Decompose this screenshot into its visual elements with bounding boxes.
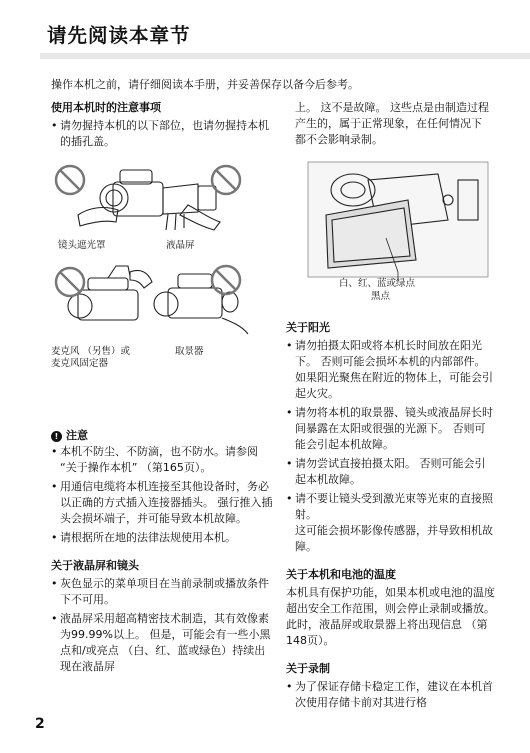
usage-section — [51, 100, 273, 153]
lcd-continuation-text: 上。 这不是故障。 这些点是由制造过程产生的，属于正常现象，在任何情况下都不会影响录制。 — [295, 101, 489, 146]
sun-bullet: • 请勿尝试直接拍摄太阳。 否则可能会引起本机故障。 — [286, 456, 496, 488]
caption-lcd: 液晶屏 — [166, 240, 195, 251]
caption-viewfinder: 取景器 — [175, 346, 204, 357]
page-title: 请先阅读本章节 — [47, 24, 191, 47]
note-bullet: • 本机不防尘、不防滴，也不防水。请参阅 “关于操作本机” （第165页）。 — [51, 444, 273, 476]
temp-text: 本机具有保护功能，如果本机或电池的温度超出安全工作范围，则会停止录制或播放。 此时，液晶屏或取景器上将出现信息 （第148页）。 — [286, 586, 495, 647]
lcd-bullet: • 液晶屏采用超高精密技术制造，其有效像素为99.99%以上。 但是，可能会有一些小黑点和/或亮点 （白、红、蓝或绿色）持续出现在液晶屏 — [51, 611, 273, 675]
temp-heading: 关于本机和电池的温度 — [286, 568, 396, 581]
sun-bullet: • 请勿拍摄太阳或将本机长时间放在阳光下。 否则可能会损坏本机的内部部件。 如果阳光聚焦在附近的物体上，可能会引起火灾。 — [286, 338, 496, 402]
sun-bullet: • 请不要让镜头受到激光束等光束的直接照射。 — [286, 491, 496, 523]
page-number: 2 — [35, 716, 45, 732]
sun-heading: 关于阳光 — [286, 321, 330, 334]
note-heading-row — [51, 428, 273, 444]
camcorder-grip-illustration-top — [48, 160, 258, 240]
usage-bullet: • 请勿握持本机的以下部位，也请勿握持本机的插孔盖。 — [51, 118, 273, 150]
dot-label-colored: 白、红、蓝或绿点 — [339, 278, 416, 289]
dot-label-black: 黑点 — [371, 291, 391, 302]
lcd-continuation — [295, 100, 491, 148]
note-bullet: • 用通信电缆将本机连接至其他设备时，务必以正确的方式插入连接器插头。 强行推入插头会损坏端子，并可能导致本机故障。 — [51, 479, 273, 527]
rec-bullet: • 为了保证存储卡稳定工作，建议在本机首次使用存储卡前对其进行格 — [286, 679, 496, 711]
prohibited-icon — [56, 166, 84, 194]
caption-mic-2: 麦克风固定器 — [51, 358, 109, 369]
note-bullet: • 请根据所在地的法律法规使用本机。 — [51, 530, 273, 546]
notes-section — [51, 428, 273, 678]
caution-icon: ! — [51, 431, 62, 442]
intro-text: 操作本机之前，请仔细阅读本手册，并妥善保存以备今后参考。 — [51, 78, 359, 91]
usage-heading: 使用本机时的注意事项 — [51, 101, 161, 114]
caption-lens-hood: 镜头遮光罩 — [58, 240, 106, 251]
laser-continuation: 这可能会损坏影像传感器，并导致相机故障。 — [295, 524, 493, 553]
caption-mic-1: 麦克风 （另售）或 — [51, 346, 131, 357]
rec-heading: 关于录制 — [286, 662, 330, 675]
camcorder-grip-illustration-bottom — [48, 262, 258, 342]
lcd-heading: 关于液晶屏和镜头 — [51, 559, 139, 572]
note-heading: 注意 — [66, 429, 88, 442]
lcd-bullet: • 灰色显示的菜单项目在当前录制或播放条件下不可用。 — [51, 576, 273, 608]
sunlight-section — [286, 320, 496, 714]
sun-bullet: • 请勿将本机的取景器、镜头或液晶屏长时间暴露在太阳或很强的光源下。 否则可能会引起本机故障。 — [286, 405, 496, 453]
title-rule — [40, 53, 530, 59]
